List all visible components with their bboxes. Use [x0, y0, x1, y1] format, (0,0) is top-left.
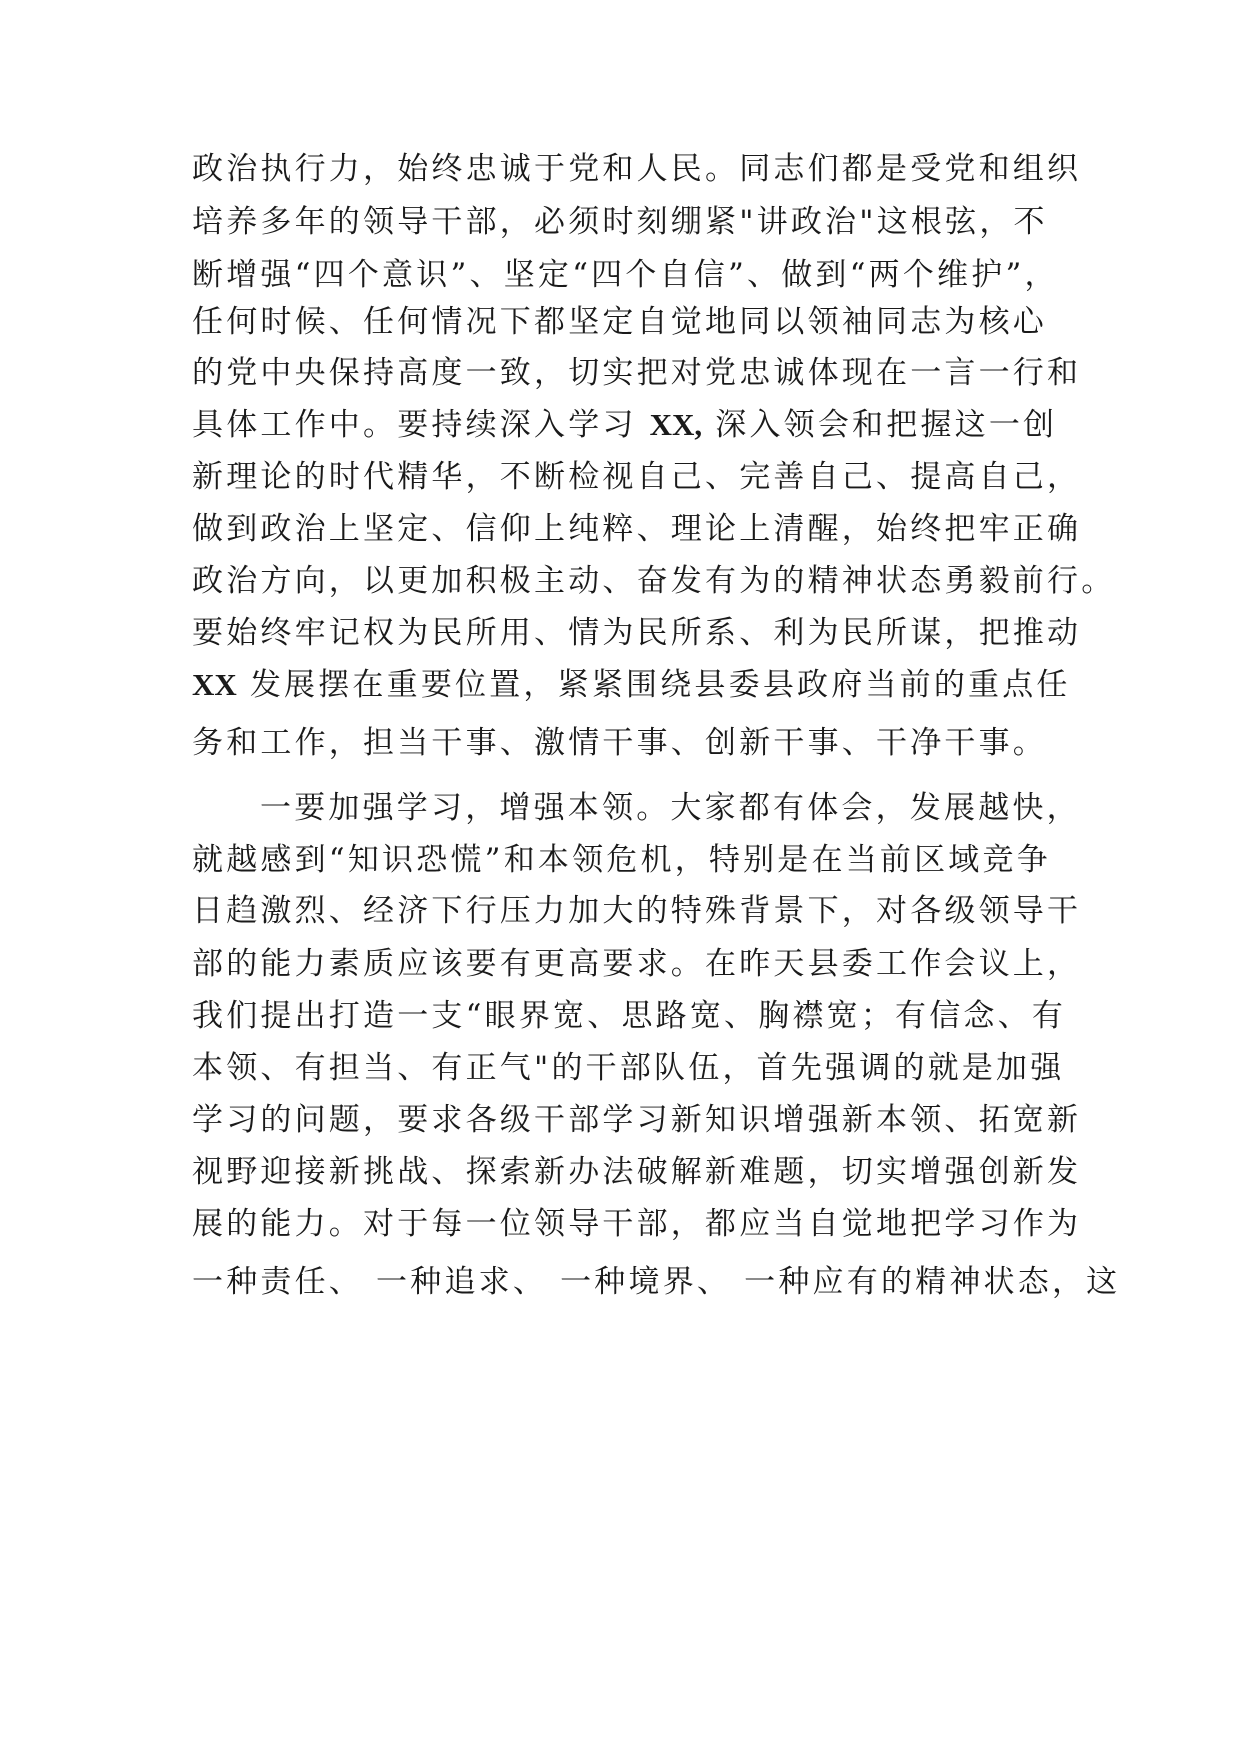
- placeholder-bold-text: XX,: [649, 407, 703, 442]
- text-line: 就越感到“知识恐慌”和本领危机，特别是在当前区域竞争: [192, 842, 1051, 878]
- text-line: 我们提出打造一支“眼界宽、思路宽、胸襟宽；有信念、有: [192, 998, 1067, 1034]
- text-line: 任何时候、任何情况下都坚定自觉地同以领袖同志为核心: [192, 304, 1047, 340]
- text-line: 部的能力素质应该要有更高要求。在昨天县委工作会议上，: [192, 946, 1082, 982]
- text-line: 视野迎接新挑战、探索新办法破解新难题，切实增强创新发: [192, 1154, 1082, 1190]
- text-line: 新理论的时代精华，不断检视自己、完善自己、提高自己，: [192, 459, 1082, 495]
- text-line: 日趋激烈、经济下行压力加大的特殊背景下，对各级领导干: [192, 893, 1082, 929]
- text-line: [192, 405, 1057, 445]
- text-line: 断增强“四个意识”、坚定“四个自信”、做到“两个维护”，: [192, 257, 1059, 293]
- text-line: 展的能力。对于每一位领导干部，都应当自觉地把学习作为: [192, 1206, 1082, 1242]
- text-line: 要始终牢记权为民所用、情为民所系、利为民所谋，把推动: [192, 615, 1082, 651]
- text-line: [192, 665, 1071, 705]
- text-line: 学习的问题，要求各级干部学习新知识增强新本领、拓宽新: [192, 1102, 1082, 1138]
- text-line: 务和工作，担当干事、激情干事、创新干事、干净干事。: [192, 725, 1047, 761]
- text-segment: 深入领会和把握这一创: [702, 407, 1058, 443]
- placeholder-bold-text: XX: [192, 667, 237, 702]
- text-line: 政治方向，以更加积极主动、奋发有为的精神状态勇毅前行。: [192, 563, 1116, 599]
- text-line: 的党中央保持高度一致，切实把对党忠诚体现在一言一行和: [192, 355, 1082, 391]
- text-line: 做到政治上坚定、信仰上纯粹、理论上清醒，始终把牢正确: [192, 511, 1082, 547]
- paragraph-first-line: 一要加强学习，增强本领。大家都有体会，发展越快，: [260, 790, 1081, 826]
- text-line: 培养多年的领导干部，必须时刻绷紧"讲政治"这根弦，不: [192, 204, 1048, 240]
- text-line: 本领、有担当、有正气"的干部队伍，首先强调的就是加强: [192, 1050, 1065, 1086]
- text-line: 一种责任、 一种追求、 一种境界、 一种应有的精神状态，这: [192, 1264, 1121, 1300]
- text-segment: 具体工作中。要持续深入学习: [192, 407, 650, 443]
- text-segment: 发展摆在重要位置，紧紧围绕县委县政府当前的重点任: [236, 667, 1071, 703]
- text-line: 政治执行力，始终忠诚于党和人民。同志们都是受党和组织: [192, 151, 1082, 187]
